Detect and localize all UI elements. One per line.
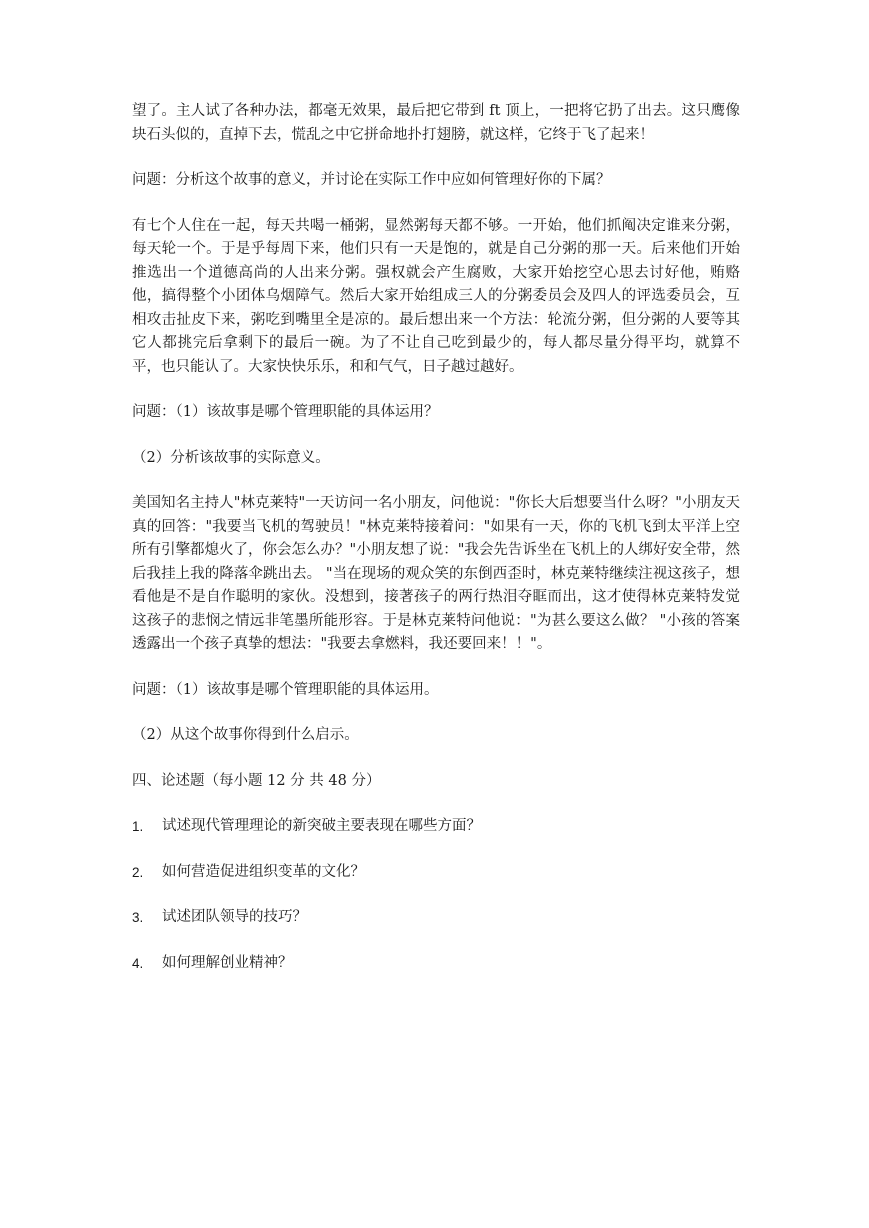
story-linkletter: 美国知名主持人"林克莱特"一天访问一名小朋友，问他说："你长大后想要当什么呀？"小朋友天真的回答："我要当飞机的驾驶员！"林克莱特接着问："如果有一天，你的飞机飞到太平洋上空所有引擎都熄火了，你会怎么办？"小朋友想了说："我会先告诉坐在飞机上的人绑好安全带，然后我挂上我的降落伞跳出去。 "当在现场的观众笑的东倒西歪时，林克莱特继续注视这孩子，想看他是不是自作聪明的家伙。没想到，接著孩子的两行热泪夺眶而出，这才使得林克莱特发觉这孩子的悲悯之情远非笔墨所能形容。于是林克莱特问他说："为甚么要这么做？ "小孩的答案透露出一个孩子真挚的想法："我要去拿燃料，我还要回来！！"。 bbox=[132, 495, 740, 652]
list-item-text: 如何理解创业精神？ bbox=[162, 954, 293, 971]
list-item-number: 3. bbox=[132, 910, 144, 925]
list-item bbox=[132, 815, 740, 839]
list-item bbox=[132, 952, 740, 976]
story-eagle-ending: 望了。主人试了各种办法，都毫无效果，最后把它带到 ft 顶上，一把将它扔了出去。这只鹰像块石头似的，直掉下去，慌乱之中它拼命地扑打翅膀，就这样，它终于飞了起来！ bbox=[132, 103, 740, 143]
section-heading-essay: 四、论述题（每小题 12 分 共 48 分） bbox=[132, 772, 381, 789]
document-page bbox=[132, 100, 740, 997]
essay-question-list bbox=[132, 815, 740, 975]
list-item bbox=[132, 861, 740, 885]
question-linkletter-1: 问题：（1）该故事是哪个管理职能的具体运用。 bbox=[132, 681, 439, 698]
story-porridge: 有七个人住在一起，每天共喝一桶粥，显然粥每天都不够。一开始，他们抓阄决定谁来分粥，每天轮一个。于是乎每周下来，他们只有一天是饱的，就是自己分粥的那一天。后来他们开始推选出一个道德高尚的人出来分粥。强权就会产生腐败，大家开始挖空心思去讨好他，贿赂他，搞得整个小团体乌烟障气。然后大家开始组成三人的分粥委员会及四人的评选委员会，互相攻击扯皮下来，粥吃到嘴里全是凉的。最后想出来一个方法：轮流分粥，但分粥的人要等其它人都挑完后拿剩下的最后一碗。为了不让自己吃到最少的，每人都尽量分得平均，就算不平，也只能认了。大家快快乐乐，和和气气，日子越过越好。 bbox=[132, 217, 740, 375]
list-item-number: 1. bbox=[132, 819, 144, 834]
question-porridge-1: 问题：（1）该故事是哪个管理职能的具体运用？ bbox=[132, 404, 439, 420]
list-item bbox=[132, 906, 740, 930]
list-item-text: 试述现代管理理论的新突破主要表现在哪些方面？ bbox=[162, 818, 481, 834]
list-item-number: 4. bbox=[132, 955, 144, 971]
question-linkletter-2: （2）从这个故事你得到什么启示。 bbox=[132, 727, 359, 743]
question-porridge-2: （2）分析该故事的实际意义。 bbox=[132, 449, 330, 466]
question-eagle: 问题：分析这个故事的意义，并讨论在实际工作中应如何管理好你的下属？ bbox=[132, 172, 611, 188]
list-item-text: 试述团队领导的技巧？ bbox=[162, 909, 307, 925]
list-item-text: 如何营造促进组织变革的文化？ bbox=[162, 863, 365, 880]
list-item-number: 2. bbox=[132, 864, 144, 880]
